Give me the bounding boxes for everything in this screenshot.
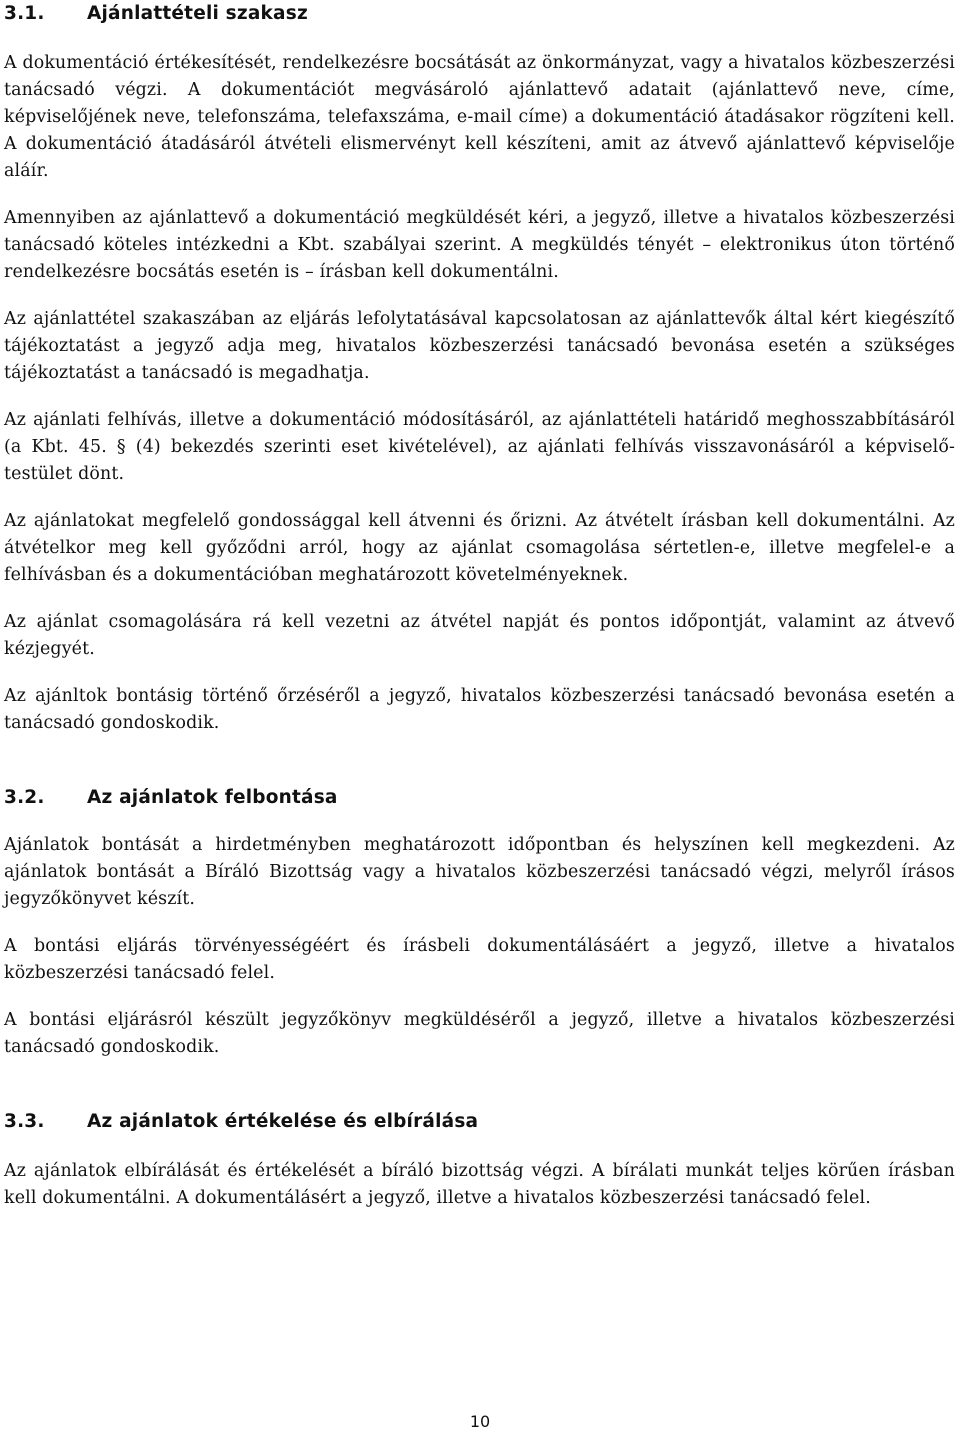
section-number: 3.2. bbox=[4, 787, 45, 808]
paragraph: A dokumentáció értékesítését, rendelkezésre bocsátását az önkormányzat, vagy a hivatalos közbeszerzési tanácsadó végzi. A dokumentációt megvásároló ajánlattevő adatait (ajánlattevő neve, címe, képviselőjének neve, telefonszáma, telefaxszáma, e-mail címe) a dokumentáció átadásakor rögzíteni kell. A dokumentáció átadásáról átvételi elismervényt kell készíteni, amit az átvevő ajánlattevő képviselője aláír. bbox=[4, 53, 955, 181]
section-heading-3-3 bbox=[4, 1108, 955, 1136]
section-number: 3.1. bbox=[4, 3, 45, 24]
section-title: Az ajánlatok felbontása bbox=[87, 787, 338, 808]
paragraph: Az ajánlatokat megfelelő gondossággal kell átvenni és őrizni. Az átvételt írásban kell dokumentálni. Az átvételkor meg kell győződni arról, hogy az ajánlat csomagolása sértetlen-e, illetve megfelel-e a felhívásban és a dokumentációban meghatározott követelményeknek. bbox=[4, 511, 955, 585]
paragraph: A bontási eljárás törvényességéért és írásbeli dokumentálásáért a jegyző, illetve a hivatalos közbeszerzési tanácsadó felel. bbox=[4, 936, 955, 983]
page-number: 10 bbox=[469, 1412, 491, 1431]
section-title: Az ajánlatok értékelése és elbírálása bbox=[87, 1111, 479, 1132]
paragraph: Az ajánlatok elbírálását és értékelését a bíráló bizottság végzi. A bírálati munkát teljes körűen írásban kell dokumentálni. A dokumentálásért a jegyző, illetve a hivatalos közbeszerzési tanácsadó felel. bbox=[4, 1161, 955, 1208]
paragraph: Amennyiben az ajánlattevő a dokumentáció megküldését kéri, a jegyző, illetve a hivatalos közbeszerzési tanácsadó köteles intézkedni a Kbt. szabályai szerint. A megküldés tényét – elektronikus úton történő rendelkezésre bocsátás esetén is – írásban kell dokumentálni. bbox=[4, 208, 955, 282]
paragraph: Az ajánltok bontásig történő őrzéséről a jegyző, hivatalos közbeszerzési tanácsadó bevonása esetén a tanácsadó gondoskodik. bbox=[4, 686, 955, 733]
paragraph: Az ajánlattétel szakaszában az eljárás lefolytatásával kapcsolatosan az ajánlattevők által kért kiegészítő tájékoztatást a jegyző adja meg, hivatalos közbeszerzési tanácsadó bevonása esetén a szükséges tájékoztatást a tanácsadó is megadhatja. bbox=[4, 309, 955, 383]
section-number: 3.3. bbox=[4, 1111, 45, 1132]
paragraph: Az ajánlati felhívás, illetve a dokumentáció módosításáról, az ajánlattételi határidő meghosszabbításáról (a Kbt. 45. § (4) bekezdés szerinti eset kivételével), az ajánlati felhívás visszavonásáról a képviselő-testület dönt. bbox=[4, 410, 955, 484]
section-heading-3-2 bbox=[4, 784, 955, 812]
section-heading-3-1 bbox=[4, 0, 955, 28]
paragraph: A bontási eljárásról készült jegyzőkönyv megküldéséről a jegyző, illetve a hivatalos közbeszerzési tanácsadó gondoskodik. bbox=[4, 1010, 955, 1057]
section-title: Ajánlattételi szakasz bbox=[87, 3, 308, 24]
document-page bbox=[4, 0, 955, 1212]
paragraph: Ajánlatok bontását a hirdetményben meghatározott időpontban és helyszínen kell megkezdeni. Az ajánlatok bontását a Bíráló Bizottság vagy a hivatalos közbeszerzési tanácsadó végzi, melyről írásos jegyzőkönyvet készít. bbox=[4, 835, 955, 909]
paragraph: Az ajánlat csomagolására rá kell vezetni az átvétel napját és pontos időpontját, valamint az átvevő kézjegyét. bbox=[4, 612, 955, 659]
